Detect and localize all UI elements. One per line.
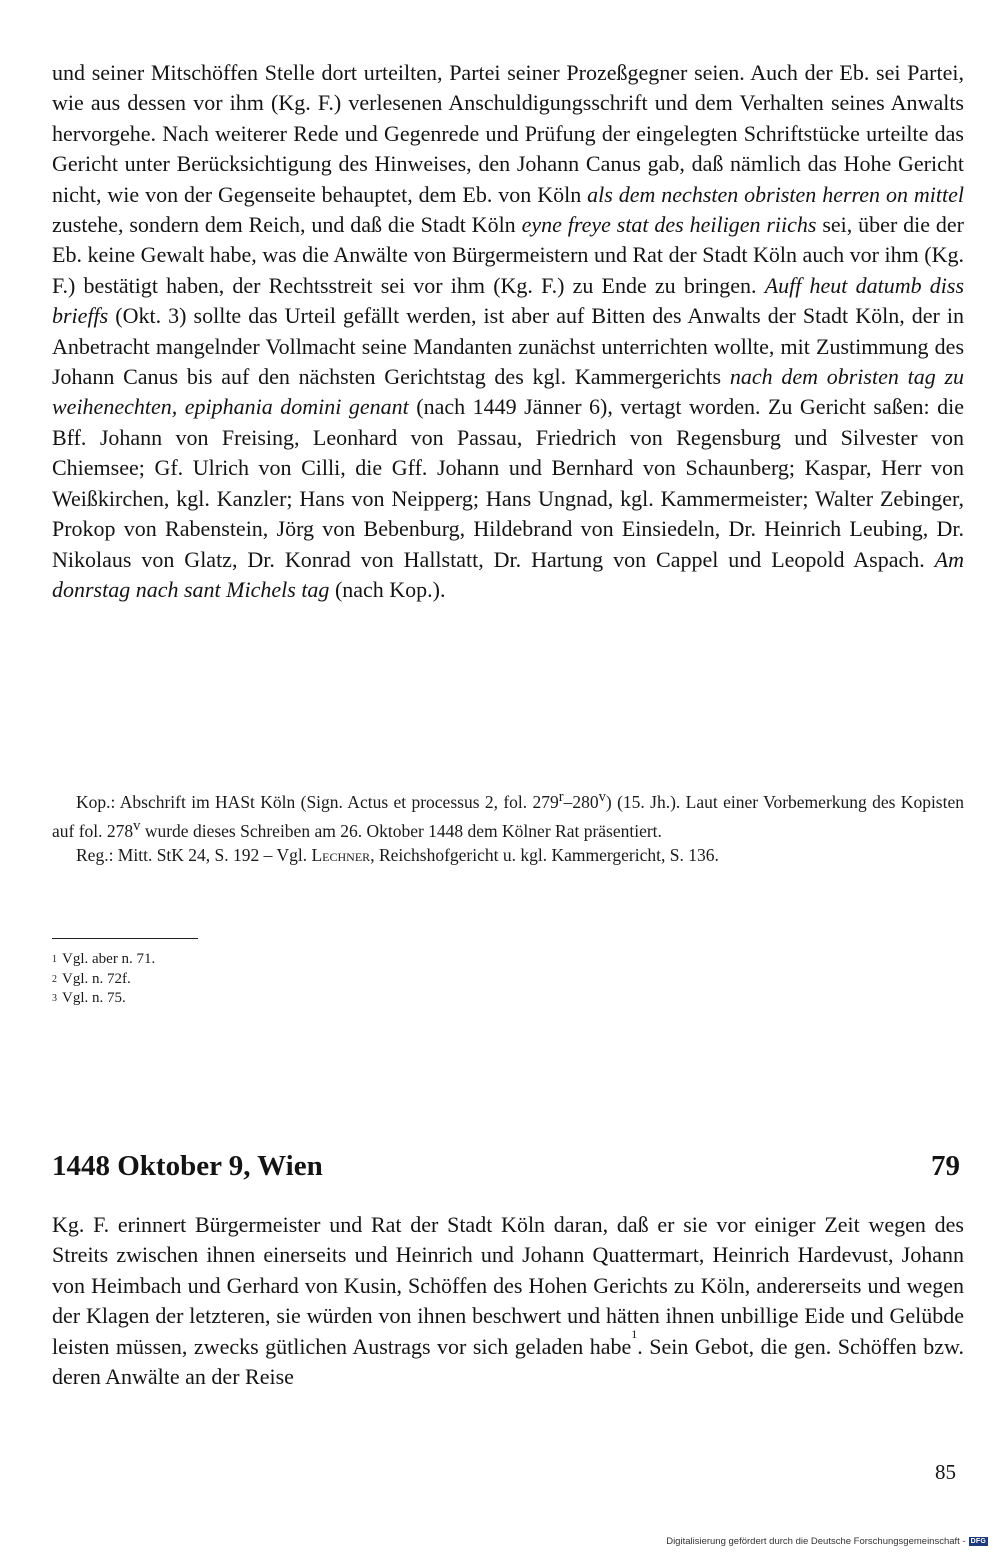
dfg-logo-icon: DFG (970, 1538, 986, 1545)
entry-date-place: 1448 Oktober 9, Wien (52, 1150, 323, 1182)
entry-number: 79 (931, 1150, 960, 1182)
source-notes (52, 785, 964, 867)
footnote: $^1$ Vgl. aber n. 71. (52, 951, 156, 967)
entry-79-paragraph: Kg. F. erinnert Bürgermeister und Rat der Stadt Köln daran, daß er sie vor einiger Zeit wegen des Streits zwischen ihnen einerseits und Heinrich und Johann Quattermart, Heinrich Hardevust, Johann von Heimbach und Gerhard von Kusin, Schöffen des Hohen Gerichts zu Köln, andererseits und wegen der Klagen der letzteren, sie würden von ihnen beschwert und hätten ihnen unbillige Eide und Gelübde leisten müssen, zwecks gütlichen Austrags vor sich geladen habe$^1$. Sein Gebot, die gen. Schöffen bzw. deren Anwälte an der Reise (52, 1212, 964, 1390)
reg-note: Reg.: Mitt. StK 24, S. 192 – Vgl. Lechner, Reichshofgericht u. kgl. Kammergericht, S. 136. (76, 844, 719, 865)
footnotes (52, 950, 155, 1009)
funding-credit: Digitalisierung gefördert durch die Deutsche Forschungsgemeinschaft - DFG (666, 1536, 986, 1547)
entry-78-paragraph: und seiner Mitschöffen Stelle dort urteilten, Partei seiner Prozeßgegner seien. Auch der Eb. sei Partei, wie aus dessen vor ihm (Kg. F.) verlesenen Anschuldigungsschrift und dem Verhalten seines Anwalts hervorgehe. Nach weiterer Rede und Gegenrede und Prüfung der eingelegten Schriftstücke urteilte das Gericht unter Berücksichtigung des Hinweises, den Johann Canus gab, daß nämlich das Hohe Gericht nicht, wie von der Gegenseite behauptet, dem Eb. von Köln als dem nechsten obristen herren on mittel zustehe, sondern dem Reich, und daß die Stadt Köln eyne freye stat des heiligen riichs sei, über die der Eb. keine Gewalt habe, was die Anwälte von Bürgermeistern und Rat der Stadt Köln auch vor ihm (Kg. F.) bestätigt haben, der Rechtsstreit sei vor ihm (Kg. F.) zu Ende zu bringen. Auff heut datumb diss brieffs (Okt. 3) sollte das Urteil gefällt werden, ist aber auf Bitten des Anwalts der Stadt Köln, der in Anbetracht mangelnder Vollmacht seine Mandanten zunächst unterrichten wollte, mit Zustimmung des Johann Canus bis auf den nächsten Gerichtstag des kgl. Kammergerichts nach dem obristen tag zu weihenechten, epiphania domini genant (nach 1449 Jänner 6), vertagt worden. Zu Gericht saßen: die Bff. Johann von Freising, Leonhard von Passau, Friedrich von Regensburg und Silvester von Chiemsee; Gf. Ulrich von Cilli, die Gff. Johann und Bernhard von Schaunberg; Kaspar, Herr von Weißkirchen, kgl. Kanzler; Hans von Neipperg; Hans Ungnad, kgl. Kammermeister; Walter Zebinger, Prokop von Rabenstein, Jörg von Bebenburg, Hildebrand von Einsiedeln, Dr. Heinrich Leubing, Dr. Nikolaus von Glatz, Dr. Konrad von Hallstatt, Dr. Hartung von Cappel und Leopold Aspach. Am donrstag nach sant Michels tag (nach Kop.). (52, 60, 965, 602)
kop-note: Kop.: Abschrift im HASt Köln (Sign. Actus et processus 2, fol. 279$^r$–280$^v$) (15. Jh.). Laut einer Vorbemerkung des Kopisten auf fol. 278$^v$ wurde dieses Schreiben am 26. Oktober 1448 dem Kölner Rat präsentiert. (52, 789, 964, 841)
entry-79-heading (52, 1150, 960, 1183)
footnote-divider (52, 938, 198, 939)
entry-79-body (52, 1210, 964, 1392)
footnote-reference[interactable]: 1 (631, 1326, 638, 1341)
page-number: 85 (935, 1460, 956, 1484)
footnote: $^3$ Vgl. n. 75. (52, 990, 126, 1006)
entry-78-body (52, 58, 964, 605)
footnote: $^2$ Vgl. n. 72f. (52, 970, 131, 987)
